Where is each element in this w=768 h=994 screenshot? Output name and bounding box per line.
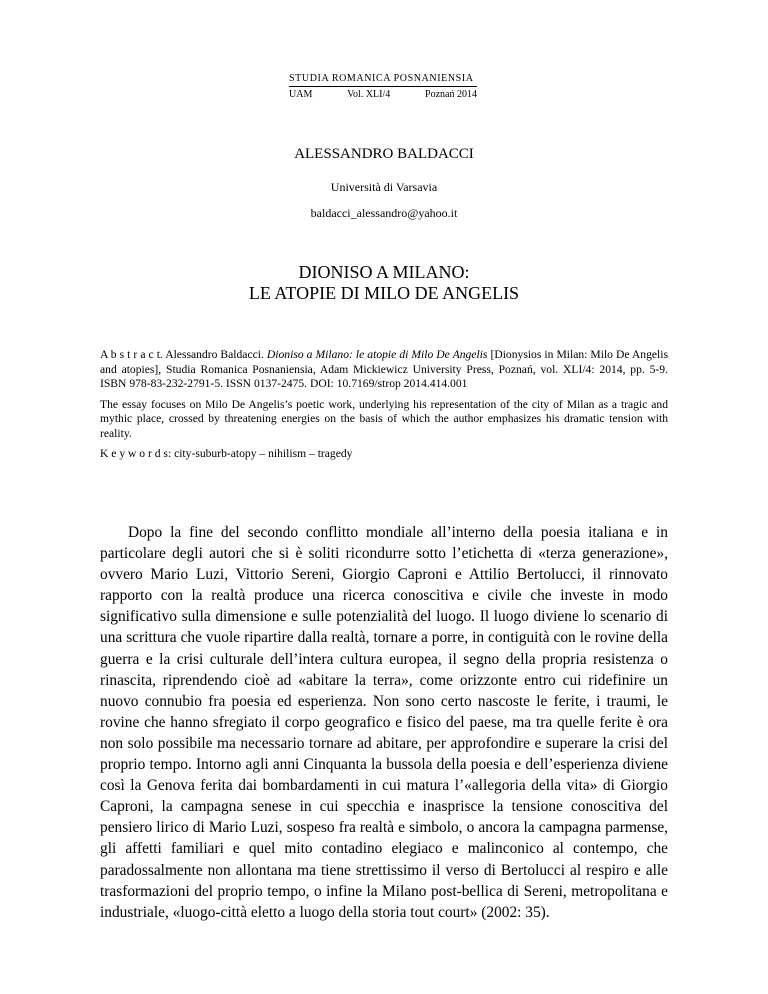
- journal-place-year: Poznań 2014: [425, 89, 477, 100]
- article-body: [100, 522, 668, 923]
- body-paragraph: Dopo la fine del secondo conflitto mondiale all’interno della poesia italiana e in particolare degli autori che si è soliti ricondurre sotto l’etichetta di «terza generazione», ovvero Mario Luzi, Vittorio Sereni, Giorgio Caproni e Attilio Bertolucci, il rinnovato rapporto con la realtà produce una ricerca conoscitiva e civile che investe in modo significativo sulla dimensione e sulle potenzialità del luogo. Il luogo diviene lo scenario di una scrittura che vuole ripartire dalla realtà, tornare a porre, in contiguità con le rovine della guerra e la crisi culturale dell’intera cultura europea, il segno della propria resistenza o rinascita, riprendendo cioè ad «abitare la terra», come orizzonte entro cui ridefinire un nuovo connubio fra poesia ed esperienza. Non sono certo nascoste le ferite, i traumi, le rovine che hanno sfregiato il corpo geografico e fisico del paese, ma tra quelle ferite è ora non solo possibile ma necessario tornare ad abitare, per approfondire e superare la crisi del proprio tempo. Intorno agli anni Cinquanta la bussola della poesia e dell’esperienza diviene così la Genova ferita dai bombardamenti in cui matura l’«allegoria della vita» di Giorgio Caproni, la campagna senese in cui specchia e inasprisce la tensione conoscitiva del pensiero lirico di Mario Luzi, sospeso fra realtà e simbolo, o ancora la campagna parmense, gli affetti familiari e quel mito contadino elegiaco e malinconico al contempo, che paradossalmente non allontana ma tiene strettissimo il verso di Bertolucci al respiro e alle trasformazioni del proprio tempo, o infine la Milano post-bellica di Sereni, metropolitana e industriale, «luogo-città eletto a luogo della storia tout court» (2002: 35).: [100, 524, 668, 921]
- abstract-summary: The essay focuses on Milo De Angelis’s poetic work, underlying his representation of the city of Milan as a tragic and mythic place, crossed by threatening energies on the basis of which the author emphasizes his dramatic tension with reality.: [100, 397, 668, 440]
- article-title-line-2: LE ATOPIE DI MILO DE ANGELIS: [248, 283, 520, 303]
- journal-header: [289, 72, 477, 102]
- abstract-section: [100, 348, 668, 468]
- journal-name: STUDIA ROMANICA POSNANIENSIA: [289, 73, 474, 84]
- article-title-line-1: DIONISO A MILANO:: [298, 262, 470, 282]
- keywords-label: K e y w o r d s:: [100, 447, 172, 460]
- abstract-label: A b s t r a c t.: [100, 348, 163, 361]
- author-name: ALESSANDRO BALDACCI: [294, 146, 474, 162]
- keywords-list: city-suburb-atopy – nihilism – tragedy: [171, 447, 353, 460]
- abstract-title: Dioniso a Milano: le atopie di Milo De Angelis: [266, 348, 488, 361]
- journal-publisher: UAM: [289, 89, 313, 100]
- abstract-citation-text: [Dionysios in Milan: Milo De Angelis and atopies], Studia Romanica Posnaniensia, Adam Mickiewicz University Press, Poznań, vol. XLI/4: 2014, pp. 5-9. ISBN 978-83-232-2791-5. ISSN 0137-2475. DOI: 10.7169/strop 2014.414.001: [100, 348, 668, 390]
- keywords: [100, 447, 668, 462]
- journal-volume: Vol. XLI/4: [347, 89, 391, 100]
- abstract-author: Alessandro Baldacci.: [162, 348, 267, 361]
- abstract-citation: [100, 348, 668, 392]
- author-email: baldacci_alessandro@yahoo.it: [310, 206, 458, 220]
- author-affiliation: Università di Varsavia: [330, 180, 438, 194]
- article-title: [0, 262, 768, 304]
- journal-meta: [289, 86, 477, 102]
